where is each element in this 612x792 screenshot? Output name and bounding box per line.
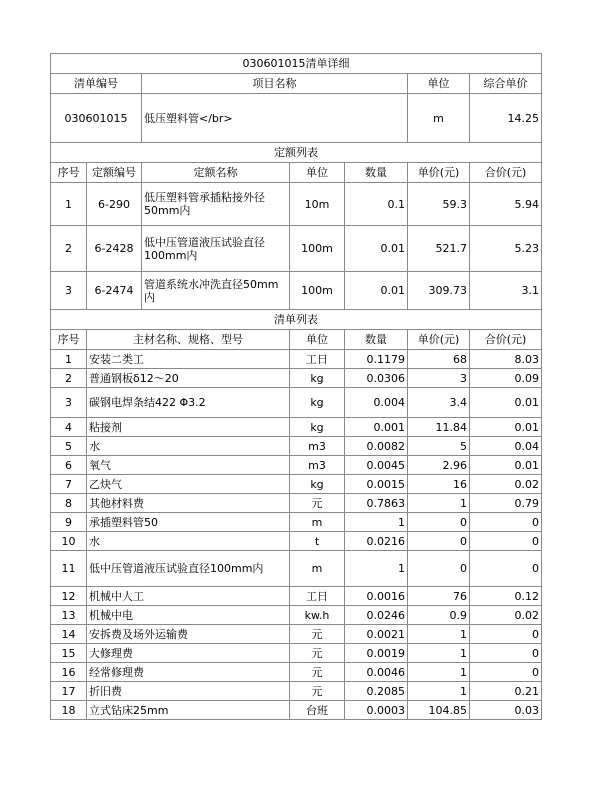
material-no: 5 bbox=[51, 437, 87, 456]
material-total: 0.01 bbox=[470, 456, 542, 475]
material-qty: 0.7863 bbox=[345, 494, 408, 513]
material-name: 安拆费及场外运输费 bbox=[87, 625, 290, 644]
material-unit: 元 bbox=[290, 644, 345, 663]
quota-header: 定额名称 bbox=[142, 163, 290, 183]
material-header: 主材名称、规格、型号 bbox=[87, 330, 290, 350]
material-row bbox=[51, 369, 542, 388]
material-qty: 0.0015 bbox=[345, 475, 408, 494]
material-name: 经常修理费 bbox=[87, 663, 290, 682]
material-unit: kw.h bbox=[290, 606, 345, 625]
quota-unit: 10m bbox=[290, 183, 345, 226]
material-total: 0.12 bbox=[470, 587, 542, 606]
quota-total: 3.1 bbox=[470, 272, 542, 310]
quota-header: 定额编号 bbox=[87, 163, 142, 183]
material-name: 机械中电 bbox=[87, 606, 290, 625]
quota-header: 数量 bbox=[345, 163, 408, 183]
material-row bbox=[51, 701, 542, 720]
material-name: 折旧费 bbox=[87, 682, 290, 701]
material-row bbox=[51, 456, 542, 475]
material-total: 0.01 bbox=[470, 388, 542, 418]
quota-price: 309.73 bbox=[408, 272, 470, 310]
material-section-title: 清单列表 bbox=[51, 310, 542, 330]
material-price: 104.85 bbox=[408, 701, 470, 720]
material-price: 1 bbox=[408, 682, 470, 701]
quota-section-title: 定额列表 bbox=[51, 143, 542, 163]
material-qty: 0.0246 bbox=[345, 606, 408, 625]
material-name: 大修理费 bbox=[87, 644, 290, 663]
material-total: 0.09 bbox=[470, 369, 542, 388]
quota-no: 3 bbox=[51, 272, 87, 310]
material-no: 13 bbox=[51, 606, 87, 625]
material-price: 76 bbox=[408, 587, 470, 606]
material-row bbox=[51, 494, 542, 513]
material-qty: 0.0019 bbox=[345, 644, 408, 663]
material-price: 0.9 bbox=[408, 606, 470, 625]
header-item-name: 项目名称 bbox=[142, 74, 408, 94]
material-qty: 0.0003 bbox=[345, 701, 408, 720]
material-no: 3 bbox=[51, 388, 87, 418]
quota-name: 管道系统水冲洗直径50mm内 bbox=[142, 272, 290, 310]
bill-code: 030601015 bbox=[51, 94, 142, 143]
material-price: 1 bbox=[408, 663, 470, 682]
material-unit: 元 bbox=[290, 494, 345, 513]
material-qty: 0.0216 bbox=[345, 532, 408, 551]
material-price: 68 bbox=[408, 350, 470, 369]
material-row bbox=[51, 587, 542, 606]
material-header: 单价(元) bbox=[408, 330, 470, 350]
material-unit: m bbox=[290, 513, 345, 532]
material-unit: kg bbox=[290, 418, 345, 437]
material-no: 6 bbox=[51, 456, 87, 475]
material-name: 乙炔气 bbox=[87, 475, 290, 494]
bill-unit-price: 14.25 bbox=[470, 94, 542, 143]
material-no: 17 bbox=[51, 682, 87, 701]
material-price: 0 bbox=[408, 513, 470, 532]
quota-header: 单位 bbox=[290, 163, 345, 183]
quota-no: 1 bbox=[51, 183, 87, 226]
material-row bbox=[51, 437, 542, 456]
material-unit: 台班 bbox=[290, 701, 345, 720]
material-name: 机械中人工 bbox=[87, 587, 290, 606]
material-total: 0 bbox=[470, 663, 542, 682]
material-row bbox=[51, 350, 542, 369]
material-no: 1 bbox=[51, 350, 87, 369]
material-total: 8.03 bbox=[470, 350, 542, 369]
quota-code: 6-290 bbox=[87, 183, 142, 226]
material-unit: 元 bbox=[290, 682, 345, 701]
material-price: 3.4 bbox=[408, 388, 470, 418]
material-price: 1 bbox=[408, 625, 470, 644]
quota-header: 单价(元) bbox=[408, 163, 470, 183]
material-qty: 0.001 bbox=[345, 418, 408, 437]
material-name: 水 bbox=[87, 532, 290, 551]
quota-total: 5.94 bbox=[470, 183, 542, 226]
material-no: 10 bbox=[51, 532, 87, 551]
material-row bbox=[51, 418, 542, 437]
material-total: 0.02 bbox=[470, 475, 542, 494]
material-qty: 0.0016 bbox=[345, 587, 408, 606]
quota-name: 低压塑料管承插粘接外径50mm内 bbox=[142, 183, 290, 226]
material-header: 数量 bbox=[345, 330, 408, 350]
material-qty: 0.1179 bbox=[345, 350, 408, 369]
quota-row bbox=[51, 272, 542, 310]
material-unit: 元 bbox=[290, 663, 345, 682]
material-unit: t bbox=[290, 532, 345, 551]
material-price: 11.84 bbox=[408, 418, 470, 437]
material-no: 14 bbox=[51, 625, 87, 644]
material-name: 粘接剂 bbox=[87, 418, 290, 437]
bill-detail-table bbox=[50, 53, 542, 720]
material-header: 单位 bbox=[290, 330, 345, 350]
material-total: 0.04 bbox=[470, 437, 542, 456]
material-row bbox=[51, 663, 542, 682]
material-price: 1 bbox=[408, 644, 470, 663]
material-no: 7 bbox=[51, 475, 87, 494]
quota-price: 59.3 bbox=[408, 183, 470, 226]
header-unit-price: 综合单价 bbox=[470, 74, 542, 94]
quota-unit: 100m bbox=[290, 272, 345, 310]
material-name: 碳钢电焊条结422 Φ3.2 bbox=[87, 388, 290, 418]
material-qty: 0.0082 bbox=[345, 437, 408, 456]
material-no: 2 bbox=[51, 369, 87, 388]
material-no: 8 bbox=[51, 494, 87, 513]
material-unit: 元 bbox=[290, 625, 345, 644]
quota-name: 低中压管道液压试验直径100mm内 bbox=[142, 226, 290, 272]
material-total: 0 bbox=[470, 532, 542, 551]
material-header: 序号 bbox=[51, 330, 87, 350]
material-unit: 工日 bbox=[290, 350, 345, 369]
material-price: 16 bbox=[408, 475, 470, 494]
material-row bbox=[51, 513, 542, 532]
material-unit: kg bbox=[290, 475, 345, 494]
material-row bbox=[51, 532, 542, 551]
material-total: 0 bbox=[470, 625, 542, 644]
bill-unit: m bbox=[408, 94, 470, 143]
material-name: 其他材料费 bbox=[87, 494, 290, 513]
quota-no: 2 bbox=[51, 226, 87, 272]
material-row bbox=[51, 625, 542, 644]
material-row bbox=[51, 475, 542, 494]
material-unit: kg bbox=[290, 388, 345, 418]
material-price: 1 bbox=[408, 494, 470, 513]
material-name: 氧气 bbox=[87, 456, 290, 475]
material-unit: kg bbox=[290, 369, 345, 388]
header-unit: 单位 bbox=[408, 74, 470, 94]
material-no: 15 bbox=[51, 644, 87, 663]
quota-row bbox=[51, 226, 542, 272]
material-price: 0 bbox=[408, 532, 470, 551]
material-row bbox=[51, 388, 542, 418]
material-unit: m3 bbox=[290, 456, 345, 475]
material-total: 0.79 bbox=[470, 494, 542, 513]
quota-total: 5.23 bbox=[470, 226, 542, 272]
material-name: 水 bbox=[87, 437, 290, 456]
material-total: 0.21 bbox=[470, 682, 542, 701]
material-header: 合价(元) bbox=[470, 330, 542, 350]
material-unit: m3 bbox=[290, 437, 345, 456]
bill-item-name: 低压塑料管</br> bbox=[142, 94, 408, 143]
material-price: 2.96 bbox=[408, 456, 470, 475]
material-name: 承插塑料管50 bbox=[87, 513, 290, 532]
quota-price: 521.7 bbox=[408, 226, 470, 272]
material-qty: 0.0021 bbox=[345, 625, 408, 644]
material-name: 安装二类工 bbox=[87, 350, 290, 369]
material-price: 3 bbox=[408, 369, 470, 388]
material-no: 11 bbox=[51, 551, 87, 587]
material-qty: 0.0045 bbox=[345, 456, 408, 475]
material-name: 普通钢板δ12～20 bbox=[87, 369, 290, 388]
header-code: 清单编号 bbox=[51, 74, 142, 94]
quota-qty: 0.01 bbox=[345, 272, 408, 310]
material-unit: 工日 bbox=[290, 587, 345, 606]
material-no: 4 bbox=[51, 418, 87, 437]
material-total: 0.03 bbox=[470, 701, 542, 720]
material-qty: 0.004 bbox=[345, 388, 408, 418]
material-total: 0.01 bbox=[470, 418, 542, 437]
material-qty: 0.2085 bbox=[345, 682, 408, 701]
material-total: 0 bbox=[470, 513, 542, 532]
material-qty: 0.0306 bbox=[345, 369, 408, 388]
material-no: 9 bbox=[51, 513, 87, 532]
material-name: 低中压管道液压试验直径100mm内 bbox=[87, 551, 290, 587]
material-unit: m bbox=[290, 551, 345, 587]
material-name: 立式钻床25mm bbox=[87, 701, 290, 720]
material-price: 0 bbox=[408, 551, 470, 587]
quota-header: 序号 bbox=[51, 163, 87, 183]
material-no: 16 bbox=[51, 663, 87, 682]
material-row bbox=[51, 644, 542, 663]
quota-qty: 0.01 bbox=[345, 226, 408, 272]
material-price: 5 bbox=[408, 437, 470, 456]
material-qty: 1 bbox=[345, 551, 408, 587]
quota-header: 合价(元) bbox=[470, 163, 542, 183]
material-no: 12 bbox=[51, 587, 87, 606]
material-row bbox=[51, 551, 542, 587]
material-qty: 0.0046 bbox=[345, 663, 408, 682]
page-title: 030601015清单详细 bbox=[51, 54, 542, 74]
material-row bbox=[51, 606, 542, 625]
material-no: 18 bbox=[51, 701, 87, 720]
quota-qty: 0.1 bbox=[345, 183, 408, 226]
quota-code: 6-2428 bbox=[87, 226, 142, 272]
material-total: 0 bbox=[470, 551, 542, 587]
material-qty: 1 bbox=[345, 513, 408, 532]
material-total: 0 bbox=[470, 644, 542, 663]
material-total: 0.02 bbox=[470, 606, 542, 625]
quota-code: 6-2474 bbox=[87, 272, 142, 310]
quota-row bbox=[51, 183, 542, 226]
material-row bbox=[51, 682, 542, 701]
quota-unit: 100m bbox=[290, 226, 345, 272]
